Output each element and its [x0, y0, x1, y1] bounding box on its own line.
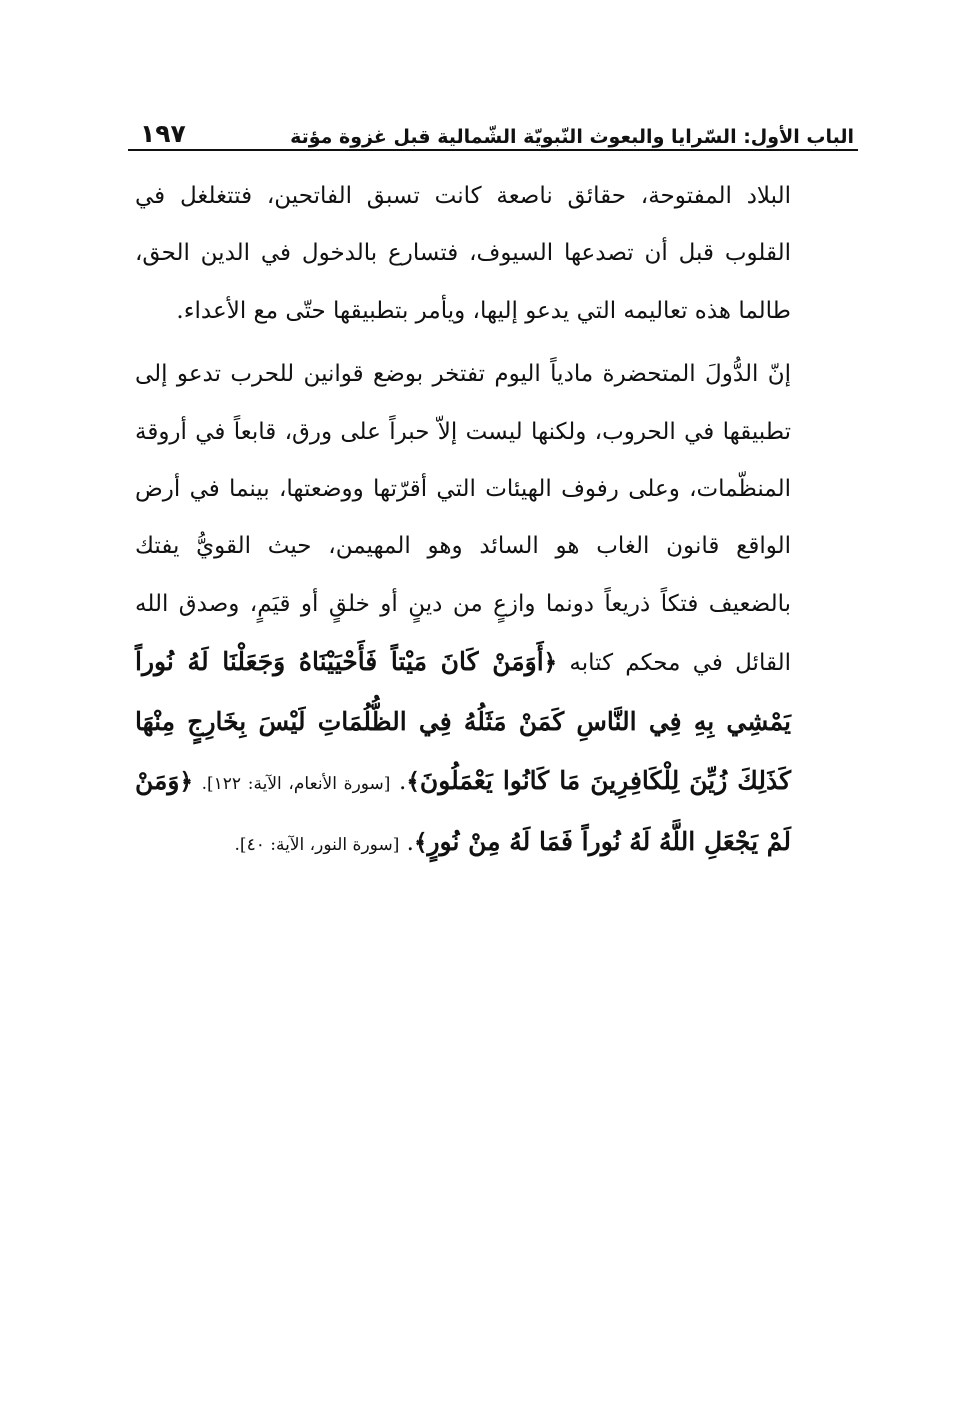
verse-2-open-bracket: ﴿ — [179, 768, 193, 796]
verse-2-reference: [سورة النور، الآية: ٤٠]. — [234, 835, 400, 856]
verse-1-close-bracket: ﴾ — [406, 768, 420, 796]
verse-2-close-bracket: ﴾ — [413, 829, 428, 857]
header-divider — [128, 149, 858, 151]
page-number: ١٩٧ — [140, 119, 186, 148]
quran-verse-2: وَمَنْ لَمْ يَجْعَلِ اللَّهُ لَهُ نُوراً فَمَا لَهُ مِنْ نُورٍ — [135, 766, 791, 857]
running-header — [128, 108, 858, 148]
paragraph-1: البلاد المفتوحة، حقائق ناصعة كانت تسبق الفاتحين، فتتغلغل في القلوب قبل أن تصدعها السيوف، فتسارع بالدخول في الدين الحق، طالما هذه تعاليمه التي يدعو إليها، ويأمر بتطبيقها حتّى مع الأعداء. — [135, 183, 791, 324]
verse-1-open-bracket: ﴿ — [543, 649, 558, 677]
body-text — [135, 168, 791, 875]
chapter-title: الباب الأول: السّرايا والبعوث النّبويّة الشّمالية قبل غزوة مؤتة — [290, 126, 854, 148]
quran-verse-1: أَوَمَنْ كَانَ مَيْتاً فَأَحْيَيْنَاهُ وَجَعَلْنَا لَهُ نُوراً يَمْشِي بِهِ فِي النَّاسِ كَمَنْ مَثَلُهُ فِي الظُّلُمَاتِ لَيْسَ بِخَارِجٍ مِنْهَا كَذَلِكَ زُيِّنَ لِلْكَافِرِينَ مَا كَانُوا يَعْمَلُونَ — [135, 647, 791, 796]
paragraph-2: إنّ الدُّولَ المتحضرة مادياً اليوم تفتخر بوضع قوانين للحرب تدعو إلى تطبيقها في الحروب، ولكنها ليست إلاّ حبراً على ورق، قابعاً في أروقة المنظّمات، وعلى رفوف الهيئات التي أقرّتها ووضعتها، بينما في أرض الواقع قانون الغاب هو السائد وهو المهيمن، حيث القويُّ يفتك بالضعيف فتكاً ذريعاً دونما وازعٍ من دينٍ أو خلقٍ أو قيَمٍ، وصدق الله القائل في محكم كتابه ﴿أَوَمَنْ كَانَ مَيْتاً فَأَحْيَيْنَاهُ وَجَعَلْنَا لَهُ نُوراً يَمْشِي بِهِ فِي النَّاسِ كَمَنْ مَثَلُهُ فِي الظُّلُمَاتِ لَيْسَ بِخَارِجٍ مِنْهَا كَذَلِكَ زُيِّنَ لِلْكَافِرِينَ مَا كَانُوا يَعْمَلُونَ﴾. [سورة الأنعام، الآية: ١٢٢]. ﴿وَمَنْ لَمْ يَجْعَلِ اللَّهُ لَهُ نُوراً فَمَا لَهُ مِنْ نُورٍ﴾. [سورة النور، الآية: ٤٠]. — [135, 361, 792, 857]
verse-1-reference: [سورة الأنعام، الآية: ١٢٢]. — [201, 774, 391, 795]
paragraph-2-intro: إنّ الدُّولَ المتحضرة مادياً اليوم تفتخر بوضع قوانين للحرب تدعو إلى تطبيقها في الحروب، ولكنها ليست إلاّ حبراً على ورق، قابعاً في أروقة المنظّمات، وعلى رفوف الهيئات التي أقرّتها ووضعتها، بينما في أرض الواقع قانون الغاب هو السائد وهو المهيمن، حيث القويُّ يفتك بالضعيف فتكاً ذريعاً دونما وازعٍ من دينٍ أو خلقٍ أو قيَمٍ، وصدق الله القائل في محكم كتابه — [135, 361, 792, 677]
